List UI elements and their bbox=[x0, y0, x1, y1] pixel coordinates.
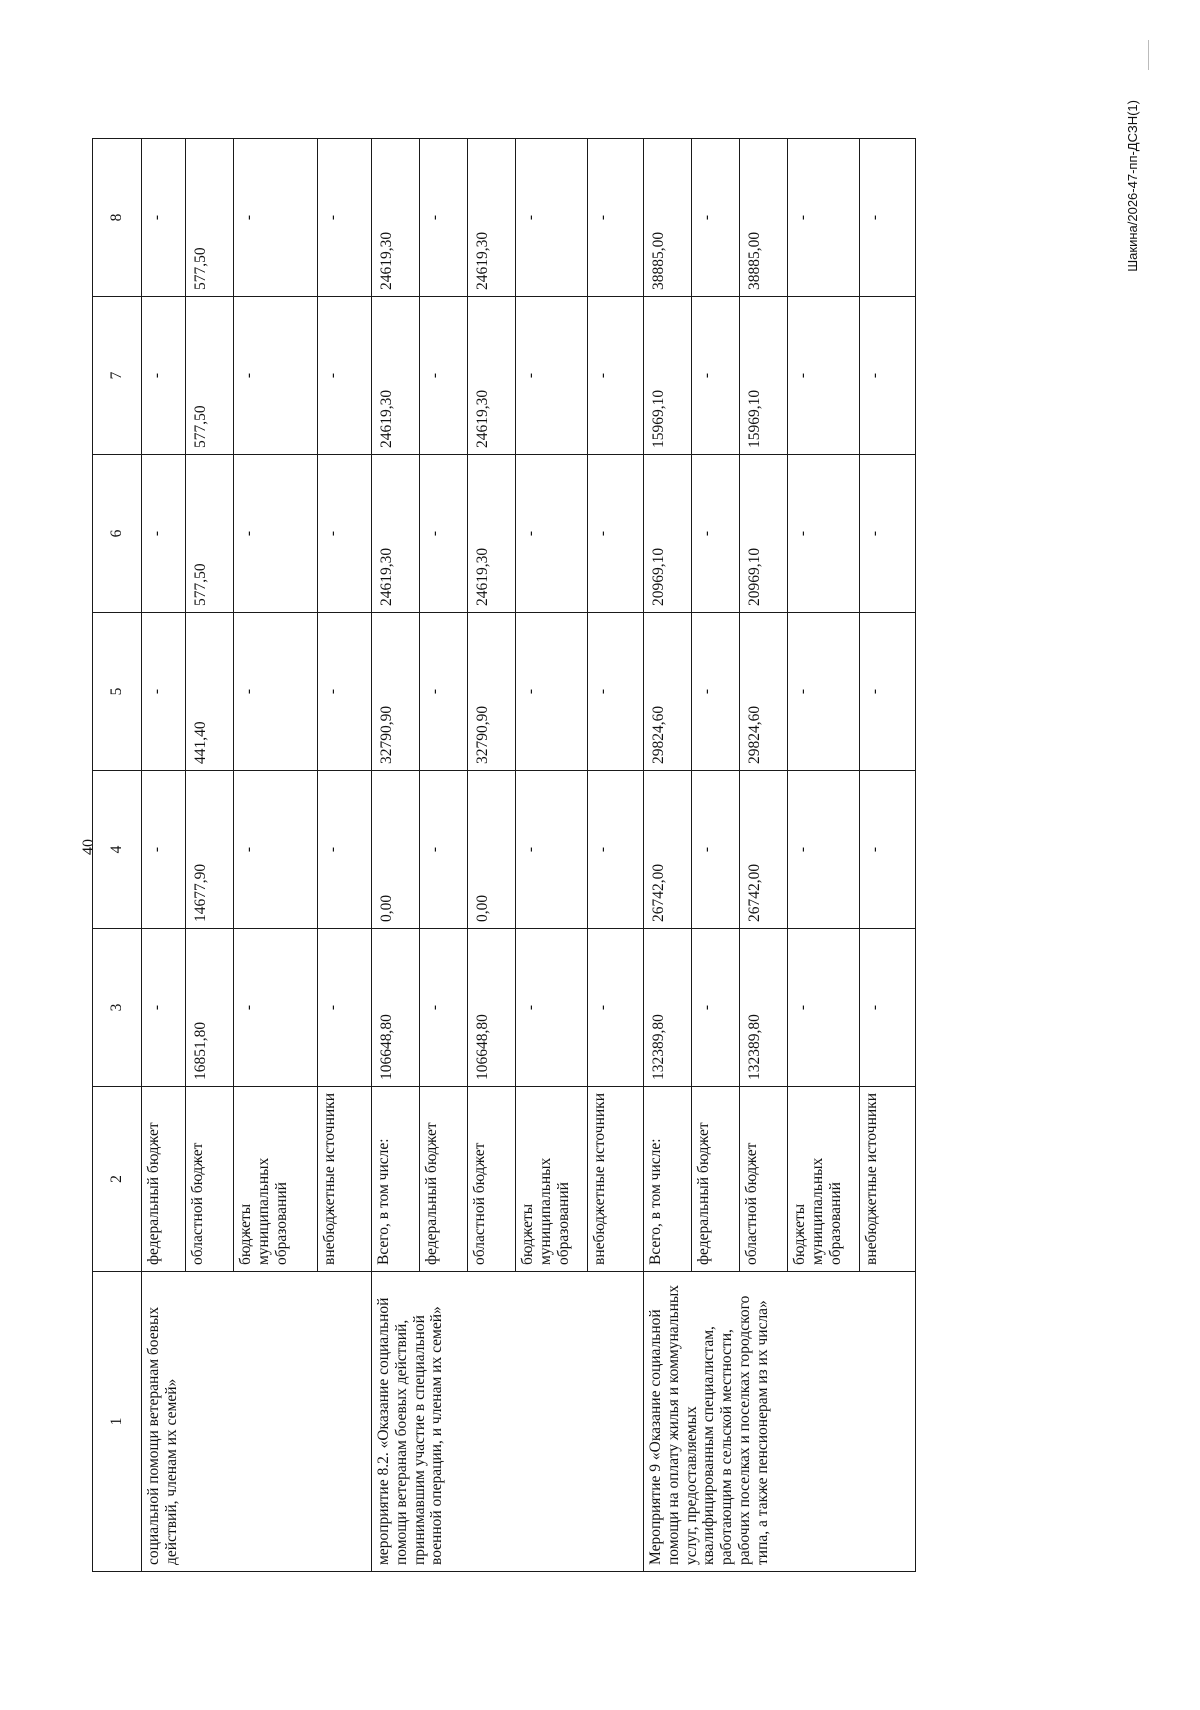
value-cell: 24619,30 bbox=[372, 297, 420, 455]
value-cell: - bbox=[788, 139, 860, 297]
header-cell: 1 bbox=[93, 1272, 142, 1572]
value-cell: - bbox=[588, 613, 644, 771]
value-cell: - bbox=[516, 297, 588, 455]
value-cell: - bbox=[788, 613, 860, 771]
value-cell: 24619,30 bbox=[372, 139, 420, 297]
value-cell: - bbox=[142, 297, 186, 455]
funding-source-cell: федеральный бюджет bbox=[692, 1087, 740, 1272]
funding-source-cell: областной бюджет bbox=[468, 1087, 516, 1272]
activity-cell: Мероприятие 9 «Оказание социальной помощи на оплату жилья и коммунальных услуг, предоставляемых квалифицированным специалистам, работающим в сельской местности, рабочих поселках и поселках городского типа, а также пенсионерам из их числа» bbox=[644, 1272, 916, 1572]
header-cell: 4 bbox=[93, 771, 142, 929]
value-cell: - bbox=[588, 455, 644, 613]
value-cell: 106648,80 bbox=[468, 929, 516, 1087]
value-cell: 106648,80 bbox=[372, 929, 420, 1087]
value-cell: - bbox=[420, 613, 468, 771]
value-cell: - bbox=[318, 455, 372, 613]
value-cell: 29824,60 bbox=[740, 613, 788, 771]
value-cell: - bbox=[420, 455, 468, 613]
value-cell: - bbox=[692, 771, 740, 929]
value-cell: - bbox=[692, 139, 740, 297]
value-cell: 0,00 bbox=[468, 771, 516, 929]
value-cell: - bbox=[234, 929, 318, 1087]
value-cell: - bbox=[692, 297, 740, 455]
value-cell: - bbox=[516, 455, 588, 613]
value-cell: - bbox=[516, 613, 588, 771]
value-cell: - bbox=[234, 139, 318, 297]
header-cell: 6 bbox=[93, 455, 142, 613]
activity-cell: мероприятие 8.2. «Оказание социальной помощи ветеранам боевых действий, принимавшим участие в специальной военной операции, и членам их семей» bbox=[372, 1272, 644, 1572]
value-cell: - bbox=[516, 771, 588, 929]
funding-source-cell: Всего, в том числе: bbox=[644, 1087, 692, 1272]
value-cell: 577,50 bbox=[186, 455, 234, 613]
value-cell: - bbox=[860, 139, 916, 297]
value-cell: 29824,60 bbox=[644, 613, 692, 771]
value-cell: - bbox=[860, 455, 916, 613]
value-cell: - bbox=[420, 929, 468, 1087]
value-cell: - bbox=[318, 297, 372, 455]
value-cell: 24619,30 bbox=[468, 139, 516, 297]
funding-source-cell: федеральный бюджет bbox=[420, 1087, 468, 1272]
funding-source-cell: областной бюджет bbox=[186, 1087, 234, 1272]
value-cell: - bbox=[234, 771, 318, 929]
value-cell: - bbox=[788, 929, 860, 1087]
budget-table-container bbox=[92, 138, 916, 1572]
table-body bbox=[142, 139, 916, 1572]
value-cell: - bbox=[318, 139, 372, 297]
table-row bbox=[142, 139, 186, 1572]
value-cell: - bbox=[788, 455, 860, 613]
value-cell: - bbox=[588, 297, 644, 455]
value-cell: - bbox=[318, 613, 372, 771]
value-cell: 24619,30 bbox=[372, 455, 420, 613]
funding-source-cell: бюджеты муниципальных образований bbox=[234, 1087, 318, 1272]
value-cell: - bbox=[588, 771, 644, 929]
value-cell: - bbox=[420, 139, 468, 297]
value-cell: - bbox=[860, 771, 916, 929]
header-cell: 5 bbox=[93, 613, 142, 771]
document-code: Шакина/2026-47-пп-ДСЗН(1) bbox=[1125, 100, 1140, 272]
value-cell: - bbox=[516, 139, 588, 297]
value-cell: - bbox=[788, 297, 860, 455]
funding-source-cell: федеральный бюджет bbox=[142, 1087, 186, 1272]
value-cell: 24619,30 bbox=[468, 297, 516, 455]
value-cell: 577,50 bbox=[186, 297, 234, 455]
value-cell: - bbox=[588, 139, 644, 297]
table-row bbox=[372, 139, 420, 1572]
funding-source-cell: внебюджетные источники bbox=[318, 1087, 372, 1272]
value-cell: 26742,00 bbox=[740, 771, 788, 929]
page-number: 40 bbox=[80, 839, 97, 855]
value-cell: 26742,00 bbox=[644, 771, 692, 929]
funding-source-cell: бюджеты муниципальных образований bbox=[788, 1087, 860, 1272]
value-cell: 20969,10 bbox=[644, 455, 692, 613]
value-cell: - bbox=[234, 455, 318, 613]
value-cell: - bbox=[420, 297, 468, 455]
budget-table bbox=[92, 138, 916, 1572]
value-cell: 16851,80 bbox=[186, 929, 234, 1087]
value-cell: 441,40 bbox=[186, 613, 234, 771]
value-cell: - bbox=[420, 771, 468, 929]
value-cell: - bbox=[234, 297, 318, 455]
header-cell: 8 bbox=[93, 139, 142, 297]
value-cell: 15969,10 bbox=[740, 297, 788, 455]
funding-source-cell: Всего, в том числе: bbox=[372, 1087, 420, 1272]
value-cell: 20969,10 bbox=[740, 455, 788, 613]
table-row bbox=[644, 139, 692, 1572]
funding-source-cell: внебюджетные источники bbox=[588, 1087, 644, 1272]
header-row bbox=[93, 139, 142, 1572]
header-cell: 2 bbox=[93, 1087, 142, 1272]
funding-source-cell: бюджеты муниципальных образований bbox=[516, 1087, 588, 1272]
value-cell: - bbox=[142, 613, 186, 771]
value-cell: - bbox=[860, 929, 916, 1087]
value-cell: - bbox=[860, 613, 916, 771]
value-cell: - bbox=[516, 929, 588, 1087]
value-cell: 14677,90 bbox=[186, 771, 234, 929]
value-cell: - bbox=[142, 929, 186, 1087]
value-cell: 38885,00 bbox=[644, 139, 692, 297]
header-cell: 3 bbox=[93, 929, 142, 1087]
value-cell: - bbox=[234, 613, 318, 771]
value-cell: - bbox=[788, 771, 860, 929]
funding-source-cell: областной бюджет bbox=[740, 1087, 788, 1272]
value-cell: - bbox=[692, 613, 740, 771]
value-cell: - bbox=[318, 771, 372, 929]
value-cell: - bbox=[692, 455, 740, 613]
funding-source-cell: внебюджетные источники bbox=[860, 1087, 916, 1272]
value-cell: 24619,30 bbox=[468, 455, 516, 613]
value-cell: - bbox=[142, 139, 186, 297]
value-cell: 32790,90 bbox=[468, 613, 516, 771]
value-cell: - bbox=[142, 455, 186, 613]
value-cell: 577,50 bbox=[186, 139, 234, 297]
value-cell: - bbox=[692, 929, 740, 1087]
value-cell: 132389,80 bbox=[740, 929, 788, 1087]
value-cell: 32790,90 bbox=[372, 613, 420, 771]
value-cell: - bbox=[318, 929, 372, 1087]
activity-cell: социальной помощи ветеранам боевых действий, членам их семей» bbox=[142, 1272, 372, 1572]
value-cell: - bbox=[142, 771, 186, 929]
value-cell: 15969,10 bbox=[644, 297, 692, 455]
header-cell: 7 bbox=[93, 297, 142, 455]
value-cell: - bbox=[588, 929, 644, 1087]
value-cell: 132389,80 bbox=[644, 929, 692, 1087]
value-cell: 38885,00 bbox=[740, 139, 788, 297]
value-cell: - bbox=[860, 297, 916, 455]
value-cell: 0,00 bbox=[372, 771, 420, 929]
